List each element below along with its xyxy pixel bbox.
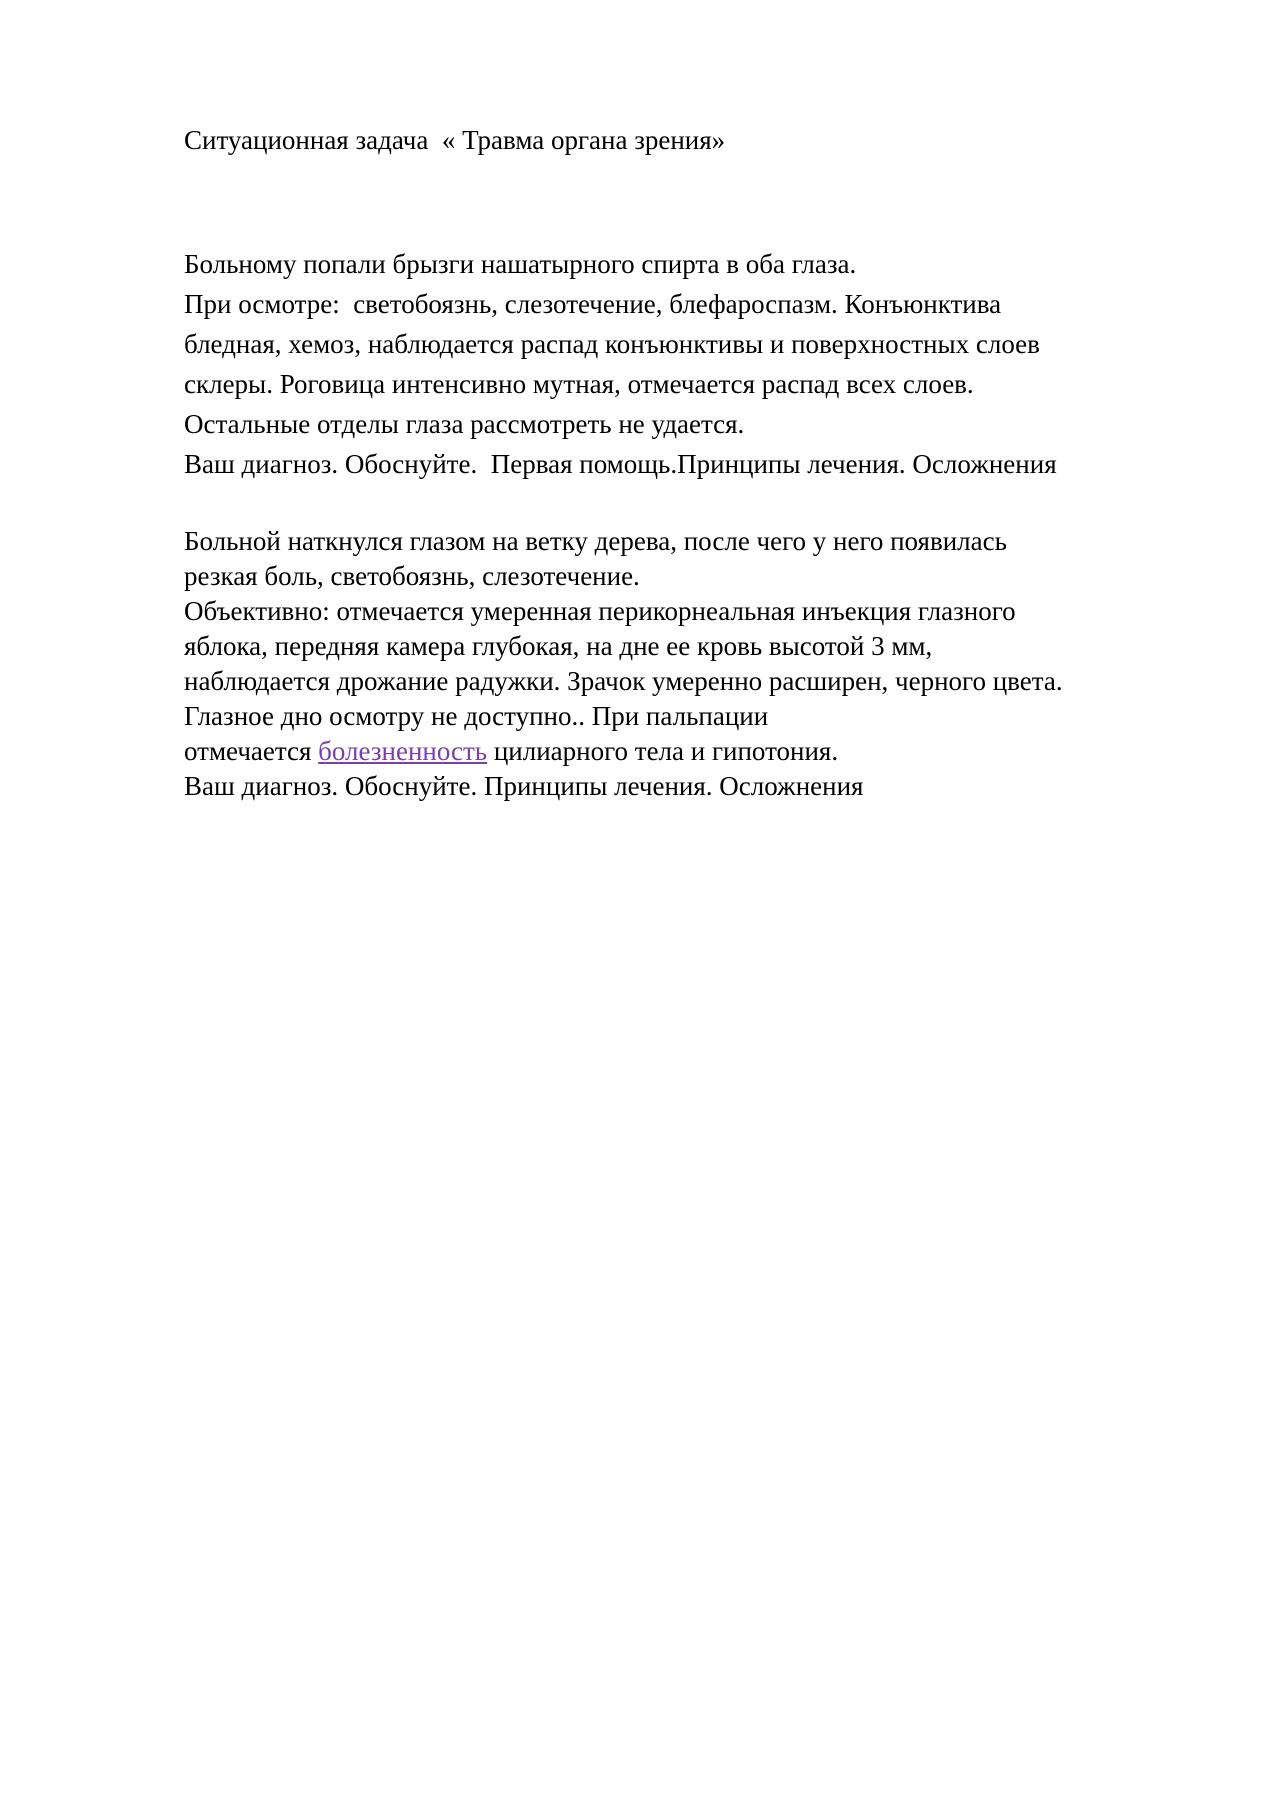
task-2-line-1: Больной наткнулся глазом на ветку дерева, после чего у него появилась bbox=[184, 526, 1007, 556]
task-1-line-4: склеры. Роговица интенсивно мутная, отмечается распад всех слоев. bbox=[184, 369, 974, 399]
task-2-line-4: яблока, передняя камера глубокая, на дне ее кровь высотой 3 мм, bbox=[184, 631, 933, 661]
task-2-line-5: наблюдается дрожание радужки. Зрачок умеренно расширен, черного цвета. bbox=[184, 666, 1063, 696]
task-2-line-7-prefix: отмечается bbox=[184, 736, 319, 766]
task-2-line-7-suffix: цилиарного тела и гипотония. bbox=[487, 736, 839, 766]
document-title: Ситуационная задача « Травма органа зрения» bbox=[184, 125, 726, 155]
document-content bbox=[184, 122, 1184, 804]
task-2 bbox=[184, 524, 1184, 804]
task-1 bbox=[184, 244, 1184, 484]
task-2-line-6: Глазное дно осмотру не доступно.. При пальпации bbox=[184, 701, 769, 731]
task-1-line-2: При осмотре: светобоязнь, слезотечение, блефароспазм. Конъюнктива bbox=[184, 289, 1002, 319]
task-2-line-2: резкая боль, светобоязнь, слезотечение. bbox=[184, 561, 640, 591]
task-1-line-5: Остальные отделы глаза рассмотреть не удается. bbox=[184, 409, 745, 439]
task-1-line-1: Больному попали брызги нашатырного спирта в оба глаза. bbox=[184, 249, 857, 279]
task-2-line-3: Объективно: отмечается умеренная перикорнеальная инъекция глазного bbox=[184, 596, 1016, 626]
task-2-line-7 bbox=[184, 734, 1184, 769]
painfulness-link[interactable]: болезненность bbox=[318, 736, 488, 766]
task-1-line-6: Ваш диагноз. Обоснуйте. Первая помощь.Принципы лечения. Осложнения bbox=[184, 449, 1057, 479]
task-1-line-3: бледная, хемоз, наблюдается распад конъюнктивы и поверхностных слоев bbox=[184, 329, 1040, 359]
task-2-line-8: Ваш диагноз. Обоснуйте. Принципы лечения. Осложнения bbox=[184, 771, 864, 801]
